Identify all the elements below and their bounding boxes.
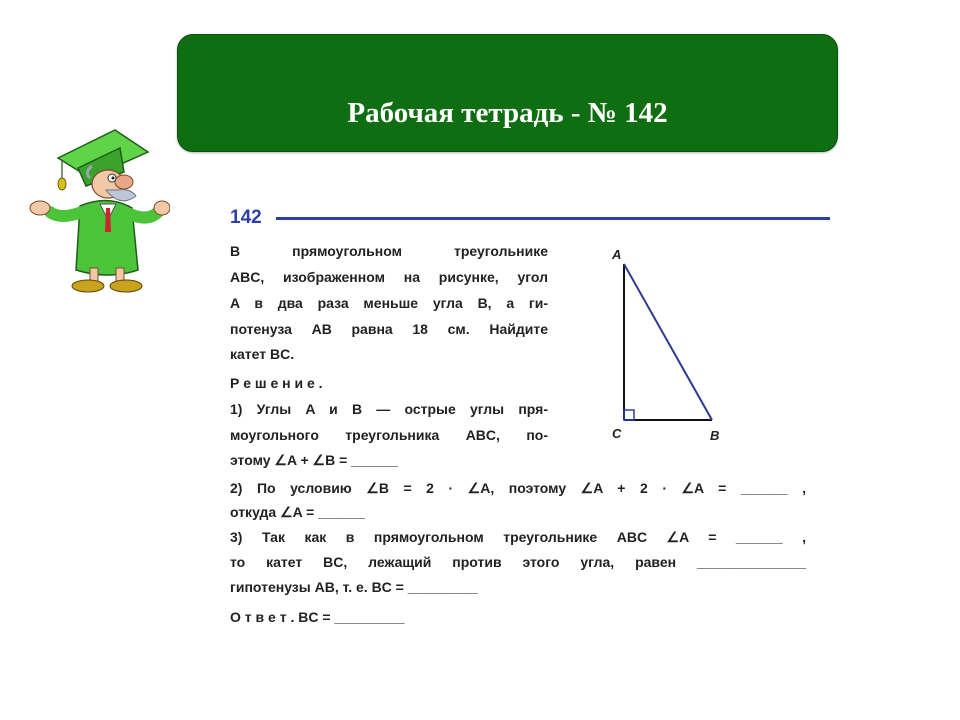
title-banner	[177, 34, 838, 152]
banner-title: Рабочая тетрадь - № 142	[347, 97, 668, 129]
answer-line: О т в е т . BC = _________	[230, 609, 405, 625]
task-number-rule	[276, 217, 830, 220]
step3-line-1: 3) Так как в прямоугольном треугольнике ABC ∠A = ______ ,	[230, 529, 806, 545]
step3-line-3: гипотенузы AB, т. е. BC = _________	[230, 579, 478, 595]
right-angle-mark	[624, 410, 634, 420]
step1-line-1: 1) Углы A и B — острые углы пря-	[230, 401, 548, 417]
problem-line-1: В прямоугольном треугольнике	[230, 243, 548, 259]
task-number: 142	[230, 207, 262, 228]
vertex-label-a: A	[612, 247, 622, 262]
vertex-label-c: C	[612, 426, 622, 441]
step2-line-1: 2) По условию ∠B = 2 · ∠A, поэтому ∠A + 2 · ∠A = ______ ,	[230, 480, 806, 496]
professor-illustration	[20, 120, 170, 300]
step3-line-2: то катет BC, лежащий против этого угла, равен ______________	[230, 554, 806, 570]
problem-line-3: A в два раза меньше угла B, а ги-	[230, 295, 548, 311]
problem-line-4: потенуза AB равна 18 см. Найдите	[230, 321, 548, 337]
step1-line-3: этому ∠A + ∠B = ______	[230, 452, 398, 468]
step1-line-2: моугольного треугольника ABC, по-	[230, 427, 548, 443]
problem-line-2: ABC, изображенном на рисунке, угол	[230, 269, 548, 285]
triangle-figure	[600, 240, 740, 445]
problem-line-5: катет BC.	[230, 346, 295, 362]
step2-line-2: откуда ∠A = ______	[230, 504, 365, 520]
solution-heading: Р е ш е н и е .	[230, 375, 323, 391]
hypotenuse-ab	[624, 264, 712, 420]
vertex-label-b: B	[710, 428, 720, 443]
